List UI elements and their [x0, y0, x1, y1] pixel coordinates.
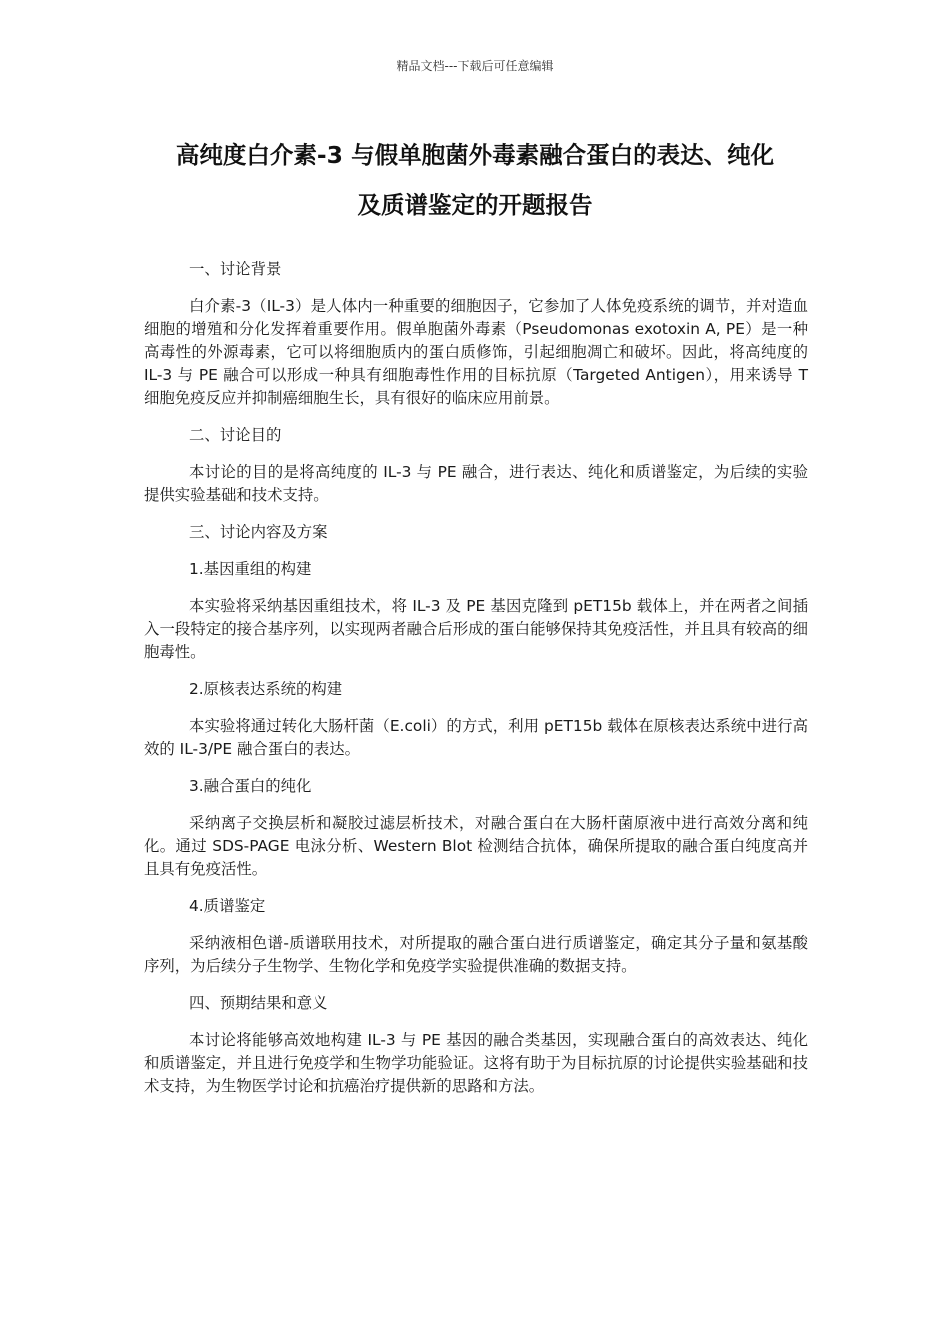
paragraph: 采纳离子交换层析和凝胶过滤层析技术，对融合蛋白在大肠杆菌原液中进行高效分离和纯化。通过 SDS-PAGE 电泳分析、Western Blot 检测结合抗体，确保所提取的融合蛋白纯度高并且具有免疫活性。	[144, 814, 808, 878]
subsection-heading: 2.原核表达系统的构建	[189, 680, 343, 698]
subsection-heading: 4.质谱鉴定	[189, 897, 266, 915]
section-heading: 一、讨论背景	[189, 260, 282, 278]
paragraph: 本讨论的目的是将高纯度的 IL-3 与 PE 融合，进行表达、纯化和质谱鉴定，为后续的实验提供实验基础和技术支持。	[144, 463, 808, 504]
subsection-heading: 1.基因重组的构建	[189, 560, 312, 578]
paragraph: 本讨论将能够高效地构建 IL-3 与 PE 基因的融合类基因，实现融合蛋白的高效表达、纯化和质谱鉴定，并且进行免疫学和生物学功能验证。这将有助于为目标抗原的讨论提供实验基础和技术支持，为生物医学讨论和抗癌治疗提供新的思路和方法。	[144, 1031, 808, 1095]
title-line-2: 及质谱鉴定的开题报告	[357, 191, 593, 219]
subsection-heading: 3.融合蛋白的纯化	[189, 777, 312, 795]
paragraph: 本实验将采纳基因重组技术，将 IL-3 及 PE 基因克隆到 pET15b 载体上，并在两者之间插入一段特定的接合基序列，以实现两者融合后形成的蛋白能够保持其免疫活性，并且具有较高的细胞毒性。	[144, 597, 808, 661]
document-title	[100, 130, 850, 230]
section-heading: 四、预期结果和意义	[189, 994, 328, 1012]
paragraph: 采纳液相色谱-质谱联用技术，对所提取的融合蛋白进行质谱鉴定，确定其分子量和氨基酸序列，为后续分子生物学、生物化学和免疫学实验提供准确的数据支持。	[144, 934, 808, 975]
header-note: 精品文档---下载后可任意编辑	[396, 59, 554, 73]
document-body	[144, 258, 808, 1112]
title-line-1: 高纯度白介素-3 与假单胞菌外毒素融合蛋白的表达、纯化	[175, 141, 775, 169]
section-heading: 二、讨论目的	[189, 426, 282, 444]
section-heading: 三、讨论内容及方案	[189, 523, 328, 541]
paragraph: 白介素-3（IL-3）是人体内一种重要的细胞因子，它参加了人体免疫系统的调节，并对造血细胞的增殖和分化发挥着重要作用。假单胞菌外毒素（Pseudomonas exotoxin A, PE）是一种高毒性的外源毒素，它可以将细胞质内的蛋白质修饰，引起细胞凋亡和破坏。因此，将高纯度的 IL-3 与 PE 融合可以形成一种具有细胞毒性作用的目标抗原（Targeted Antigen），用来诱导 T 细胞免疫反应并抑制癌细胞生长，具有很好的临床应用前景。	[144, 297, 808, 407]
paragraph: 本实验将通过转化大肠杆菌（E.coli）的方式，利用 pET15b 载体在原核表达系统中进行高效的 IL-3/PE 融合蛋白的表达。	[144, 717, 808, 758]
